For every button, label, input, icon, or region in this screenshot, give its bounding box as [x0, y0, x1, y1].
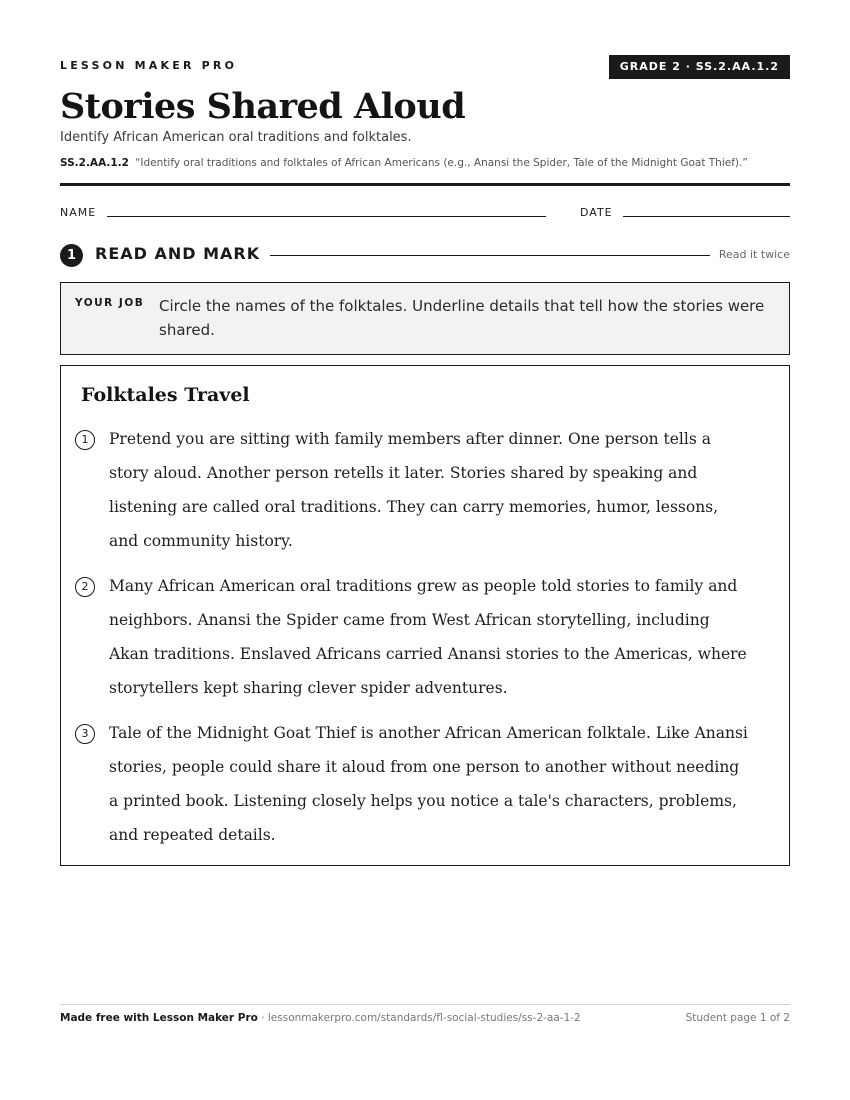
- paragraph-text: Many African American oral traditions grew as people told stories to family and neighbors. Anansi the Spider came from West African storytelling, including Akan traditions. Enslaved Africans carried Anansi stories to the Americas, where storytellers kept sharing clever spider adventures.: [109, 577, 747, 697]
- standard-code: SS.2.AA.1.2: [60, 157, 129, 169]
- paragraph-text: Tale of the Midnight Goat Thief is another African American folktale. Like Anansi stories, people could share it aloud from one person to another without needing a printed book. Listening closely helps you notice a tale's characters, problems, and repeated details.: [109, 724, 748, 844]
- footer-made-with: Made free with Lesson Maker Pro: [60, 1012, 258, 1024]
- date-label: DATE: [580, 206, 613, 219]
- footer-divider: [60, 1004, 790, 1005]
- paragraph-number: 2: [75, 577, 95, 597]
- paragraph-text: Pretend you are sitting with family members after dinner. One person tells a story aloud. Another person retells it later. Stories shared by speaking and listening are called oral traditions. They can carry memories, humor, lessons, and community history.: [109, 430, 719, 550]
- brand-name: LESSON MAKER PRO: [60, 59, 238, 72]
- header-divider: [60, 183, 790, 186]
- footer-url[interactable]: · lessonmakerpro.com/standards/fl-social-studies/ss-2-aa-1-2: [257, 1012, 581, 1024]
- page-subtitle: Identify African American oral traditions and folktales.: [60, 130, 412, 145]
- date-field[interactable]: [623, 216, 790, 217]
- section-title: READ AND MARK: [95, 244, 261, 263]
- paragraph-number: 1: [75, 430, 95, 450]
- standard-line: [60, 157, 748, 169]
- page-title: Stories Shared Aloud: [60, 86, 466, 127]
- worksheet-page: [60, 0, 790, 1100]
- name-date-row: [60, 204, 790, 220]
- section-header: [60, 243, 790, 267]
- section-note: Read it twice: [718, 248, 790, 261]
- standard-text: “Identify oral traditions and folktales of African Americans (e.g., Anansi the Spider, Tale of the Midnight Goat Thief).”: [134, 157, 748, 169]
- instructions-text: Circle the names of the folktales. Underline details that tell how the stories were shared.: [159, 297, 765, 339]
- grade-badge: GRADE 2 · SS.2.AA.1.2: [609, 55, 790, 79]
- instructions-label: YOUR JOB: [75, 297, 145, 309]
- passage-title: Folktales Travel: [81, 384, 250, 406]
- instructions-box: [60, 282, 790, 355]
- name-field[interactable]: [107, 216, 546, 217]
- footer-page-number: Student page 1 of 2: [685, 1012, 790, 1024]
- name-label: NAME: [60, 206, 97, 219]
- section-number-badge: 1: [60, 244, 83, 267]
- section-divider: [270, 255, 710, 256]
- footer-credit: [60, 1012, 581, 1024]
- top-bar: [60, 55, 790, 79]
- reading-passage: [60, 365, 790, 866]
- paragraph-number: 3: [75, 724, 95, 744]
